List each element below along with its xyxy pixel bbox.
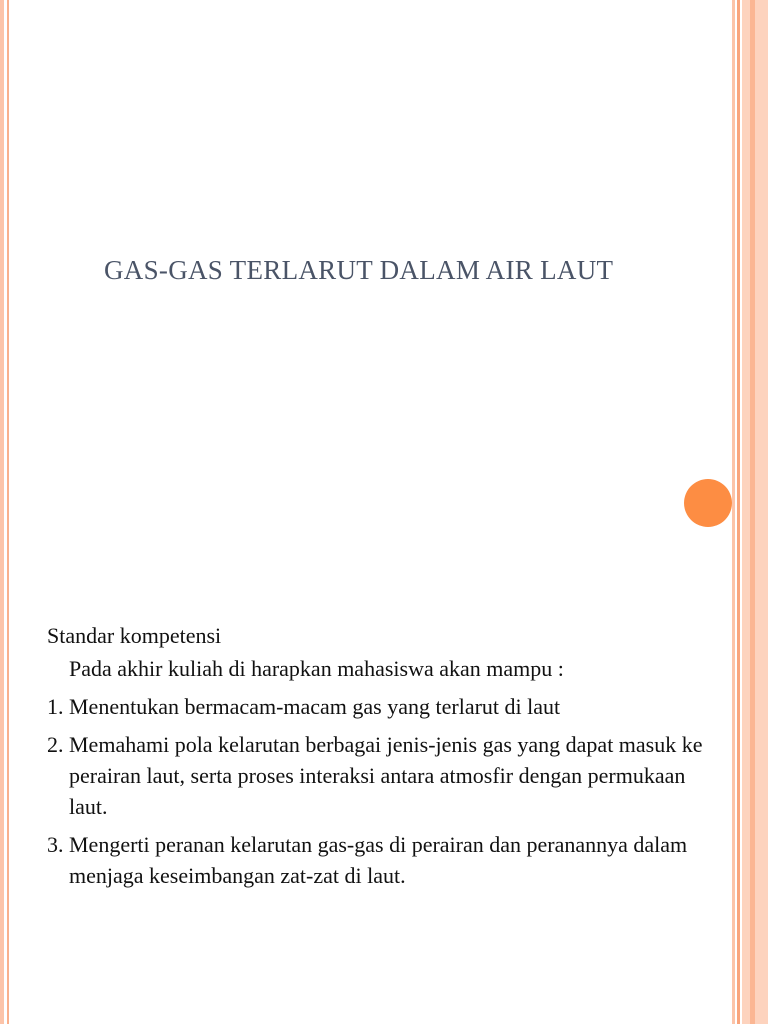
list-item: 3. Mengerti peranan kelarutan gas-gas di perairan dan peranannya dalam menjaga keseimbangan zat-zat di laut. [47, 832, 688, 888]
section-heading: Standar kompetensi [47, 623, 222, 648]
slide-title: GAS-GAS TERLARUT DALAM AIR LAUT [104, 255, 614, 285]
left-decorative-border [0, 0, 14, 1024]
list-item: 2. Memahami pola kelarutan berbagai jenis-jenis gas yang dapat masuk ke perairan laut, serta proses interaksi antara atmosfir dengan permukaan laut. [47, 732, 703, 819]
right-border-line [732, 0, 735, 1024]
right-border-band [742, 0, 768, 1024]
decorative-dot-icon [684, 479, 732, 527]
intro-text: Pada akhir kuliah di harapkan mahasiswa akan mampu : [69, 656, 564, 681]
list-item: 1. Menentukan bermacam-macam gas yang terlarut di laut [47, 694, 561, 719]
left-border-line [7, 0, 9, 1024]
left-border-band [0, 0, 4, 1024]
right-border-line [737, 0, 740, 1024]
right-border-stripe [750, 0, 755, 1024]
right-decorative-border [732, 0, 768, 1024]
slide-body [47, 620, 727, 891]
